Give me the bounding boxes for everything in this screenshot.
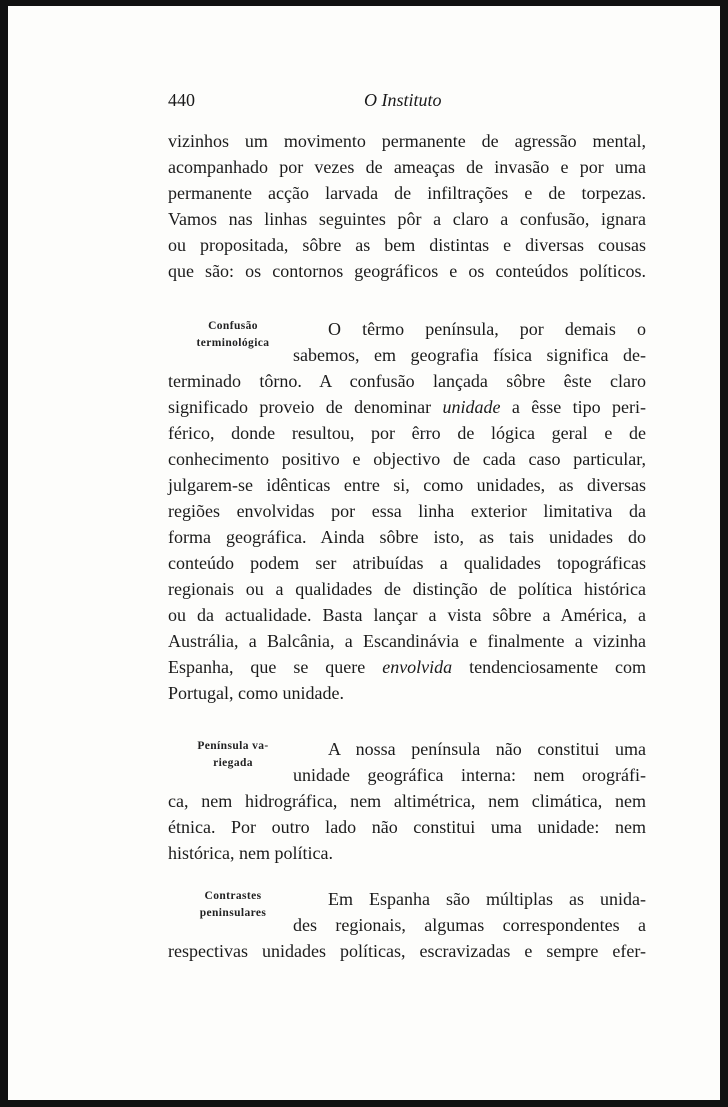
text-line: regionais ou a qualidades de distinção de política histórica bbox=[168, 579, 646, 599]
text-line: ou propositada, sôbre as bem distintas e diversas cousas bbox=[168, 235, 646, 255]
side-note-line: terminológica bbox=[196, 337, 270, 349]
text-line: sabemos, em geografia física significa de- bbox=[293, 345, 646, 365]
side-note-line: riegada bbox=[213, 757, 253, 769]
side-note-line: Contrastes bbox=[204, 890, 262, 902]
text-line: forma geográfica. Ainda sôbre isto, as tais unidades do bbox=[168, 527, 646, 547]
text-span: tendenciosamente com bbox=[452, 657, 647, 677]
text-line: O têrmo península, por demais o bbox=[328, 319, 646, 339]
text-line: Vamos nas linhas seguintes pôr a claro a confusão, ignara bbox=[168, 209, 646, 229]
text-line: A nossa península não constitui uma bbox=[328, 739, 646, 759]
emphasis-unidade: unidade bbox=[442, 397, 501, 417]
text-line bbox=[168, 394, 646, 420]
text-line: julgarem-se idênticas entre si, como unidades, as diversas bbox=[168, 475, 646, 495]
text-line: acompanhado por vezes de ameaças de invasão e por uma bbox=[168, 157, 646, 177]
emphasis-envolvida: envolvida bbox=[382, 657, 453, 677]
text-line: histórica, nem política. bbox=[168, 843, 333, 863]
text-line: terminado tôrno. A confusão lançada sôbre êste claro bbox=[168, 371, 646, 391]
text-line: férico, donde resultou, por êrro de lógica geral e de bbox=[168, 423, 646, 443]
side-note-line: peninsulares bbox=[199, 907, 267, 919]
side-note-line: Península va- bbox=[197, 740, 269, 752]
text-span: a êsse tipo peri- bbox=[500, 397, 646, 417]
page-number: 440 bbox=[168, 90, 195, 110]
text-span: Espanha, que se quere bbox=[168, 657, 383, 677]
text-line: étnica. Por outro lado não constitui uma unidade: nem bbox=[168, 817, 646, 837]
text-line: permanente acção larvada de infiltrações e de torpezas. bbox=[168, 183, 646, 203]
running-title: O Instituto bbox=[364, 90, 442, 110]
side-note-line: Confusão bbox=[208, 320, 258, 332]
paragraph-contrastes bbox=[168, 886, 646, 964]
text-line: que são: os contornos geográficos e os conteúdos políticos. bbox=[168, 261, 646, 281]
text-line: regiões envolvidas por essa linha exterior limitativa da bbox=[168, 501, 646, 521]
paragraph-peninsula bbox=[168, 736, 646, 866]
text-line: ca, nem hidrográfica, nem altimétrica, nem climática, nem bbox=[168, 791, 646, 811]
text-line: unidade geográfica interna: nem orográfi- bbox=[293, 765, 646, 785]
text-line: ou da actualidade. Basta lançar a vista sôbre a América, a bbox=[168, 605, 646, 625]
text-line: vizinhos um movimento permanente de agressão mental, bbox=[168, 131, 646, 151]
text-span: significado proveio de denominar bbox=[168, 397, 443, 417]
page-header bbox=[168, 90, 648, 116]
text-line: conhecimento positivo e objectivo de cada caso particular, bbox=[168, 449, 646, 469]
text-line: des regionais, algumas correspondentes a bbox=[293, 915, 646, 935]
text-line: respectivas unidades políticas, escravizadas e sempre efer- bbox=[168, 941, 646, 961]
paragraph-continuation bbox=[168, 128, 646, 284]
text-line bbox=[168, 654, 646, 680]
text-line: Em Espanha são múltiplas as unida- bbox=[328, 889, 646, 909]
text-line: Portugal, como unidade. bbox=[168, 683, 344, 703]
book-page bbox=[8, 6, 720, 1100]
text-line: conteúdo podem ser atribuídas a qualidades topográficas bbox=[168, 553, 646, 573]
text-line: Austrália, a Balcânia, a Escandinávia e finalmente a vizinha bbox=[168, 631, 646, 651]
paragraph-confusao bbox=[168, 316, 646, 706]
